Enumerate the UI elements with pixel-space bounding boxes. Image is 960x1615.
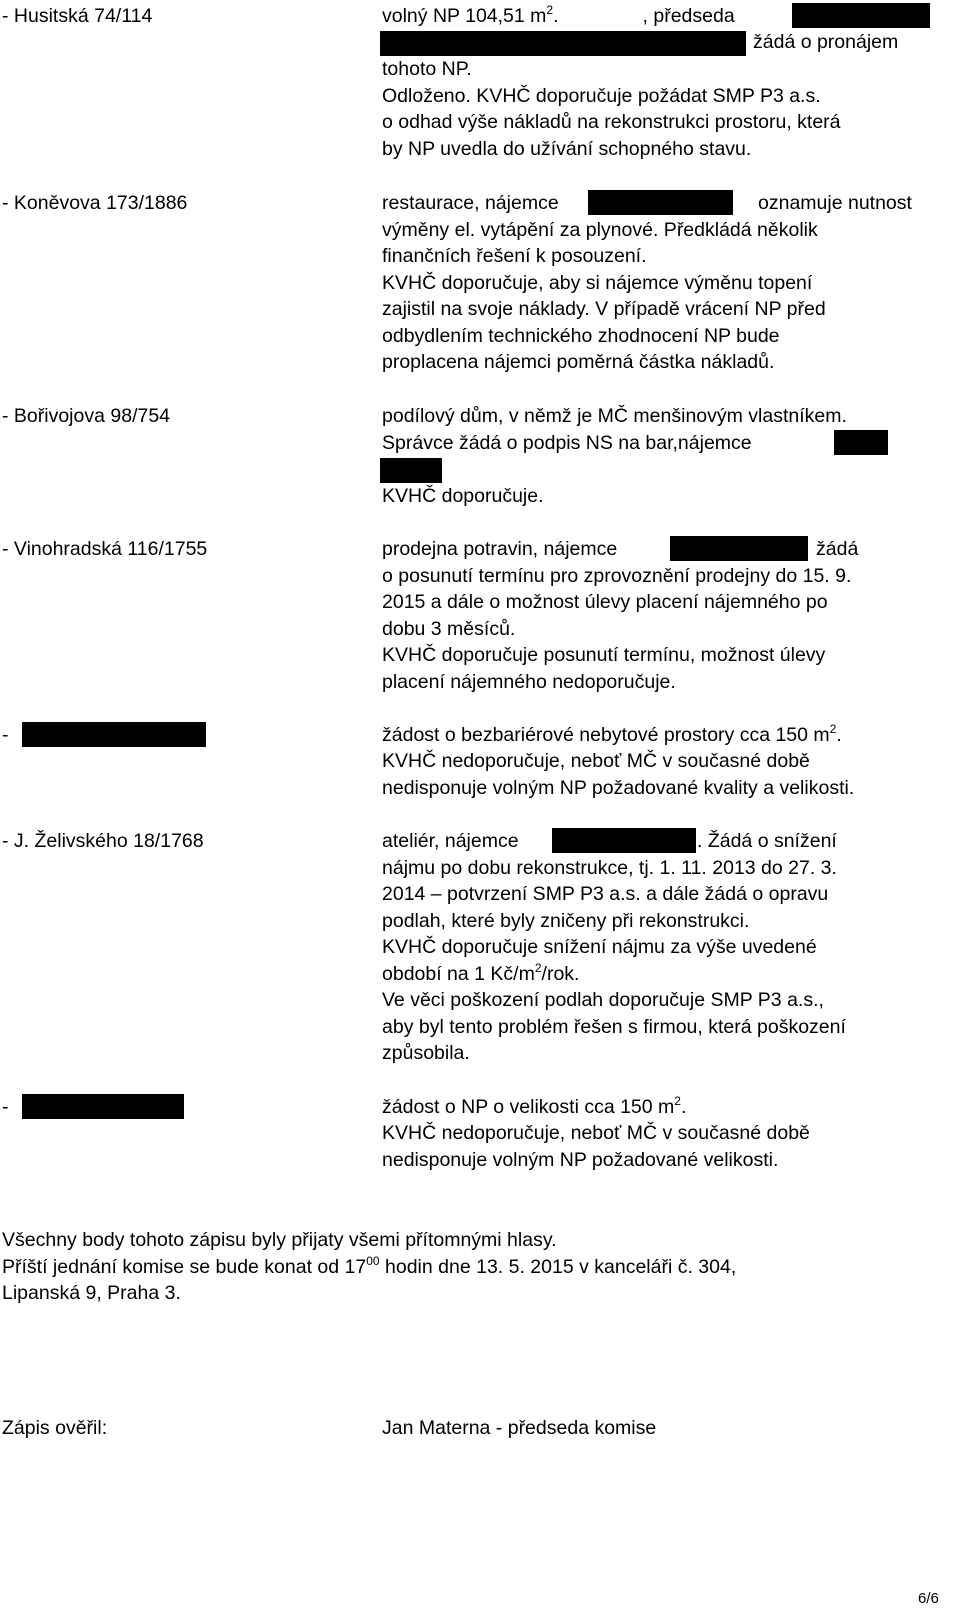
item-text-line: nedisponuje volným NP požadované velikosti. [382,1149,779,1171]
item-text-line: žádá o pronájem [753,31,899,53]
item-address: - Vinohradská 116/1755 [2,538,208,560]
item-text-line: Ve věci poškození podlah doporučuje SMP P3 a.s., [382,989,824,1011]
item-text-line: volný NP 104,51 $m^2$. , předseda [382,3,735,27]
item-text-line: dobu 3 měsíců. [382,618,516,640]
item-text-line: žádost o NP o velikosti cca 150 $m^2$. [382,1094,687,1118]
page-number: 6/6 [918,1590,939,1607]
item-text-line: podlah, které byly zničeny při rekonstrukci. [382,910,750,932]
item-text-line: o odhad výše nákladů na rekonstrukci prostoru, která [382,111,841,133]
item-text-line: ateliér, nájemce [382,830,519,852]
item-text-line: aby byl tento problém řešen s firmou, která poškození [382,1016,846,1038]
item-text-line: podílový dům, v němž je MČ menšinovým vlastníkem. [382,405,847,427]
item-text-line: 2015 a dále o možnost úlevy placení nájemného po [382,591,828,613]
item-text-line: placení nájemného nedoporučuje. [382,671,676,693]
redaction-bar [792,3,930,28]
item-text-line: zajistil na svoje náklady. V případě vrácení NP před [382,298,826,320]
item-text-line: finančních řešení k posouzení. [382,245,647,267]
item-text-line: Odloženo. KVHČ doporučuje požádat SMP P3 a.s. [382,85,821,107]
redaction-bar [670,536,808,561]
closing-line: Všechny body tohoto zápisu byly přijaty všemi přítomnými hlasy. [2,1229,557,1251]
item-text-line: KVHČ doporučuje snížení nájmu za výše uvedené [382,936,817,958]
item-text-line: KVHČ doporučuje posunutí termínu, možnost úlevy [382,644,826,666]
item-address: - Bořivojova 98/754 [2,405,171,427]
redaction-bar [380,31,746,56]
item-text-line: KVHČ nedoporučuje, neboť MČ v současné době [382,750,810,772]
item-text-line: prodejna potravin, nájemce [382,538,618,560]
item-text-line: . Žádá o snížení [697,830,837,852]
redaction-bar [588,190,733,215]
redaction-bar [22,1094,184,1119]
closing-line: Lipanská 9, Praha 3. [2,1282,181,1304]
item-text-line: Správce žádá o podpis NS na bar,nájemce [382,432,752,454]
signature-name: Jan Materna - předseda komise [382,1417,657,1439]
item-address: - J. Želivského 18/1768 [2,830,204,852]
item-address: - [2,1096,9,1118]
item-text-line: by NP uvedla do užívání schopného stavu. [382,138,752,160]
item-text-line: proplacena nájemci poměrná částka nákladů. [382,351,775,373]
redaction-bar [22,722,206,747]
item-text-line: 2014 – potvrzení SMP P3 a.s. a dále žádá o opravu [382,883,829,905]
item-text-line: nájmu po dobu rekonstrukce, tj. 1. 11. 2013 do 27. 3. [382,857,837,879]
item-text-line: tohoto NP. [382,58,472,80]
item-address: - [2,724,9,746]
redaction-bar [552,828,696,853]
redaction-bar [380,458,442,483]
item-text-line: KVHČ nedoporučuje, neboť MČ v současné době [382,1122,810,1144]
item-text-line: o posunutí termínu pro zprovoznění prodejny do 15. 9. [382,565,852,587]
item-text-line: způsobila. [382,1042,470,1064]
item-text-line: nedisponuje volným NP požadované kvality a velikosti. [382,777,855,799]
item-text-line: žádá [816,538,859,560]
item-text-line: oznamuje nutnost [758,192,912,214]
redaction-bar [834,430,888,455]
item-text-line: restaurace, nájemce [382,192,559,214]
item-text-line: odbydlením technického zhodnocení NP bude [382,325,780,347]
item-address: - Koněvova 173/1886 [2,192,188,214]
item-address: - Husitská 74/114 [2,5,153,27]
item-text-line: KVHČ doporučuje. [382,485,544,507]
item-text-line: žádost o bezbariérové nebytové prostory cca 150 $m^2$. [382,722,842,746]
item-text-line: výměny el. vytápění za plynové. Předkládá několik [382,219,818,241]
item-text-line: období na 1 $Kč/m^2$/rok. [382,961,580,985]
signature-label: Zápis ověřil: [2,1417,108,1439]
closing-line: Příští jednání komise se bude konat od $17^{00}$ hodin dne 13. 5. 2015 v kanceláři č. 304, [2,1254,737,1278]
item-text-line: KVHČ doporučuje, aby si nájemce výměnu topení [382,272,813,294]
